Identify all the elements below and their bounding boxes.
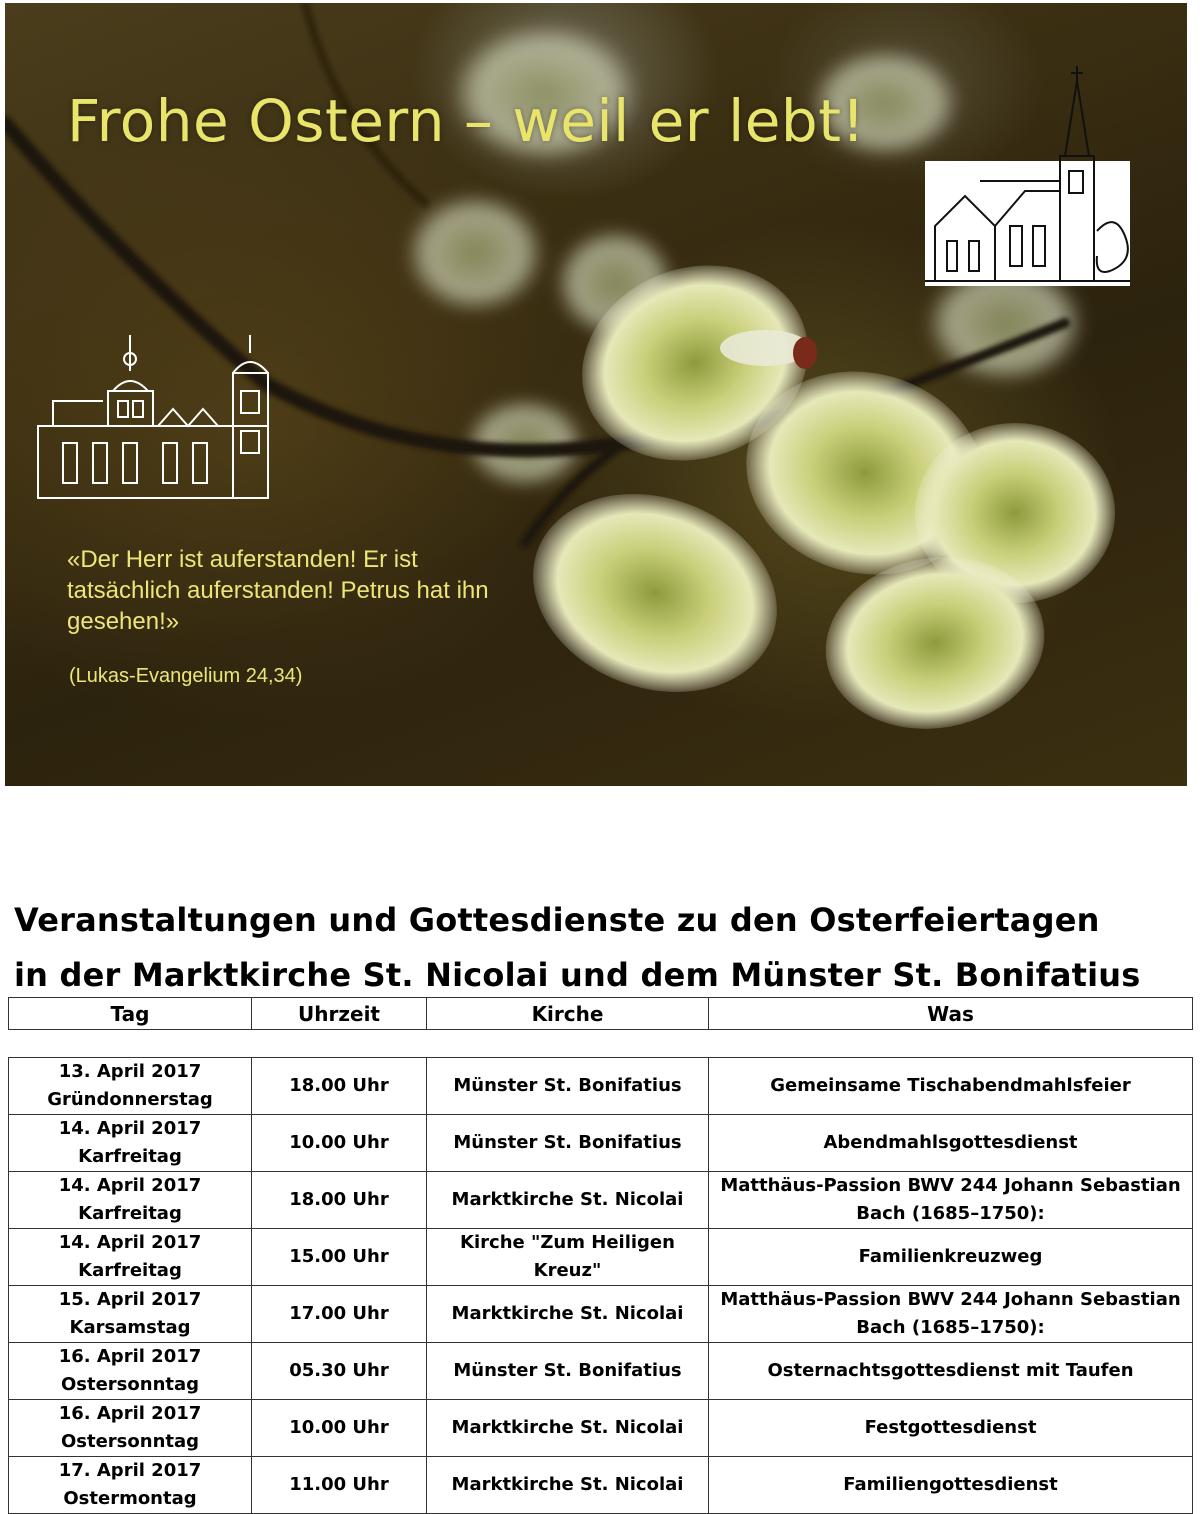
cell-tag: 17. April 2017 Ostermontag [9,1457,252,1514]
easter-hero-image [5,3,1187,786]
table-row [9,1172,1193,1229]
cell-tag: 14. April 2017 Karfreitag [9,1172,252,1229]
cell-tag: 14. April 2017 Karfreitag [9,1115,252,1172]
events-heading-line-2: in der Marktkirche St. Nicolai und dem Münster St. Bonifatius [14,956,1141,994]
cell-uhrzeit: 10.00 Uhr [252,1400,427,1457]
cell-tag: 14. April 2017 Karfreitag [9,1229,252,1286]
cell-kirche: Münster St. Bonifatius [427,1343,709,1400]
table-row [9,1058,1193,1115]
table-row [9,1400,1193,1457]
cell-kirche: Münster St. Bonifatius [427,1115,709,1172]
header-row [9,998,1193,1030]
cell-was: Gemeinsame Tischabendmahlsfeier [709,1058,1193,1115]
schedule-table [8,1057,1193,1514]
header-uhrzeit: Uhrzeit [252,998,427,1030]
cell-uhrzeit: 11.00 Uhr [252,1457,427,1514]
cell-was: Abendmahlsgottesdienst [709,1115,1193,1172]
cell-was: Matthäus-Passion BWV 244 Johann Sebastian Bach (1685–1750): [709,1286,1193,1343]
cell-uhrzeit: 18.00 Uhr [252,1172,427,1229]
cell-uhrzeit: 15.00 Uhr [252,1229,427,1286]
easter-greeting-title: Frohe Ostern – weil er lebt! [67,87,866,155]
cell-uhrzeit: 17.00 Uhr [252,1286,427,1343]
cell-kirche: Marktkirche St. Nicolai [427,1400,709,1457]
bible-citation: (Lukas-Evangelium 24,34) [69,665,303,687]
cell-was: Festgottesdienst [709,1400,1193,1457]
cell-uhrzeit: 05.30 Uhr [252,1343,427,1400]
cell-tag: 13. April 2017 Gründonnerstag [9,1058,252,1115]
cell-kirche: Marktkirche St. Nicolai [427,1457,709,1514]
table-row [9,1115,1193,1172]
cell-uhrzeit: 18.00 Uhr [252,1058,427,1115]
table-row [9,1286,1193,1343]
cell-was: Familienkreuzweg [709,1229,1193,1286]
muenster-church-icon [33,331,278,506]
cell-kirche: Münster St. Bonifatius [427,1058,709,1115]
cell-tag: 16. April 2017 Ostersonntag [9,1343,252,1400]
cell-kirche: Marktkirche St. Nicolai [427,1172,709,1229]
marktkirche-church-icon [925,61,1135,286]
table-row [9,1229,1193,1286]
table-row [9,1343,1193,1400]
cell-uhrzeit: 10.00 Uhr [252,1115,427,1172]
events-heading-line-1: Veranstaltungen und Gottesdienste zu den Osterfeiertagen [14,901,1100,939]
header-kirche: Kirche [427,998,709,1030]
bible-quote: «Der Herr ist auferstanden! Er ist tatsächlich auferstanden! Petrus hat ihn gesehen!» [67,546,489,635]
cell-was: Familiengottesdienst [709,1457,1193,1514]
cell-kirche: Kirche "Zum Heiligen Kreuz" [427,1229,709,1286]
events-heading [14,893,1141,1003]
cell-tag: 16. April 2017 Ostersonntag [9,1400,252,1457]
header-tag: Tag [9,998,252,1030]
schedule-table-header [8,997,1193,1030]
header-was: Was [709,998,1193,1030]
cell-kirche: Marktkirche St. Nicolai [427,1286,709,1343]
cell-tag: 15. April 2017 Karsamstag [9,1286,252,1343]
cell-was: Osternachtsgottesdienst mit Taufen [709,1343,1193,1400]
cell-was: Matthäus-Passion BWV 244 Johann Sebastian Bach (1685–1750): [709,1172,1193,1229]
